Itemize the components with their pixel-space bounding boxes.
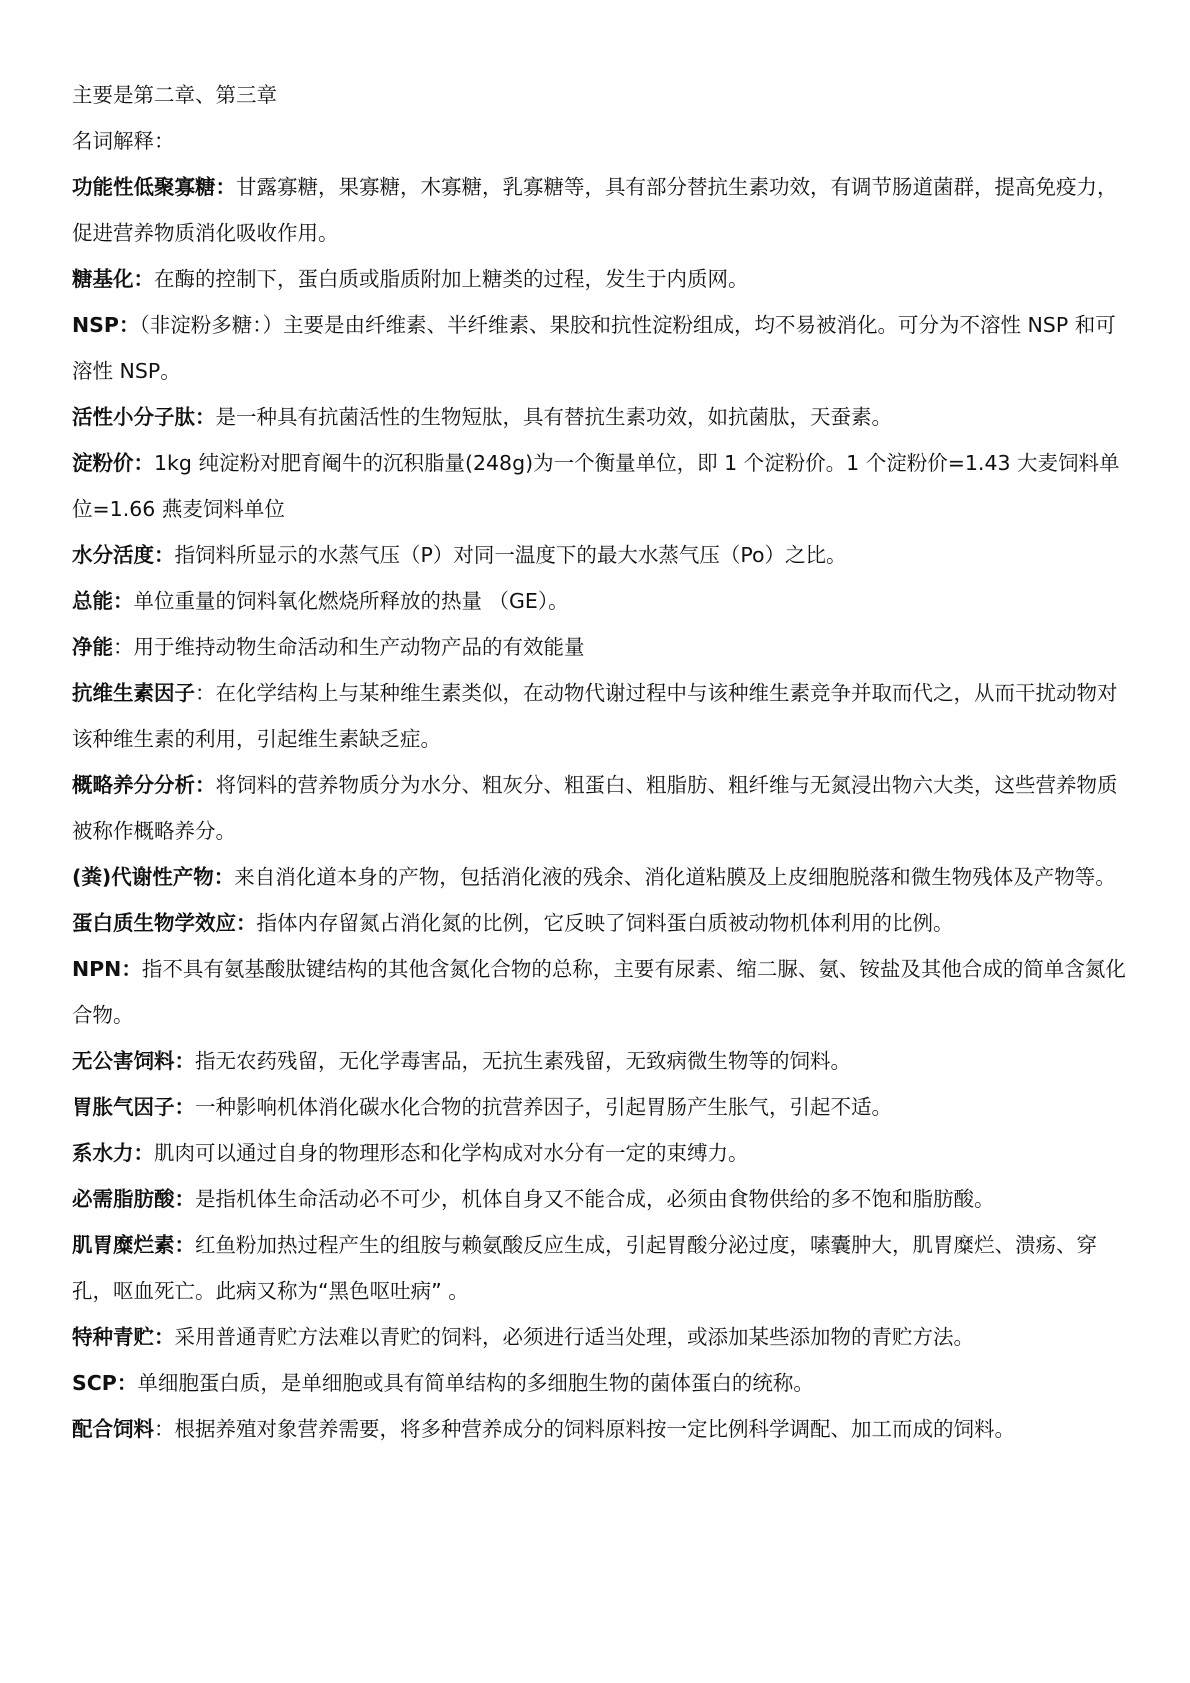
glossary-term: SCP： bbox=[72, 1371, 138, 1395]
glossary-definition: 采用普通青贮方法难以青贮的饲料，必须进行适当处理，或添加某些添加物的青贮方法。 bbox=[174, 1325, 974, 1349]
glossary-definition: ：根据养殖对象营养需要，将多种营养成分的饲料原料按一定比例科学调配、加工而成的饲料。 bbox=[154, 1417, 1015, 1441]
glossary-definition: 单细胞蛋白质，是单细胞或具有简单结构的多细胞生物的菌体蛋白的统称。 bbox=[137, 1371, 814, 1395]
glossary-definition: 甘露寡糖，果寡糖，木寡糖，乳寡糖等，具有部分替抗生素功效，有调节肠道菌群，提高免疫力，促进营养物质消化吸收作用。 bbox=[72, 175, 1118, 245]
glossary-term: 活性小分子肽： bbox=[72, 405, 216, 429]
glossary-definition: 将饲料的营养物质分为水分、粗灰分、粗蛋白、粗脂肪、粗纤维与无氮浸出物六大类，这些营养物质被称作概略养分。 bbox=[72, 773, 1118, 843]
glossary-definition: （非淀粉多糖：）主要是由纤维素、半纤维素、果胶和抗性淀粉组成，均不易被消化。可分为不溶性 NSP 和可溶性 NSP。 bbox=[72, 313, 1116, 383]
glossary-entry bbox=[72, 1176, 1132, 1222]
glossary-list bbox=[72, 164, 1132, 1452]
glossary-term: 功能性低聚寡糖： bbox=[72, 175, 236, 199]
glossary-definition: 一种影响机体消化碳水化合物的抗营养因子，引起胃肠产生胀气，引起不适。 bbox=[195, 1095, 892, 1119]
glossary-entry bbox=[72, 762, 1132, 854]
glossary-term: 总能： bbox=[72, 589, 134, 613]
glossary-definition: 红鱼粉加热过程产生的组胺与赖氨酸反应生成，引起胃酸分泌过度，嗉囊肿大，肌胃糜烂、溃疡、穿孔，呕血死亡。此病又称为“黑色呕吐病” 。 bbox=[72, 1233, 1097, 1303]
glossary-entry bbox=[72, 394, 1132, 440]
glossary-term: 无公害饲料： bbox=[72, 1049, 195, 1073]
glossary-term: 糖基化： bbox=[72, 267, 154, 291]
glossary-entry bbox=[72, 1222, 1132, 1314]
glossary-term: 净能 bbox=[72, 635, 113, 659]
glossary-entry bbox=[72, 302, 1132, 394]
glossary-entry bbox=[72, 1084, 1132, 1130]
glossary-term: 肌胃糜烂素： bbox=[72, 1233, 195, 1257]
glossary-term: 配合饲料 bbox=[72, 1417, 154, 1441]
glossary-definition: ：用于维持动物生命活动和生产动物产品的有效能量 bbox=[113, 635, 585, 659]
glossary-entry bbox=[72, 256, 1132, 302]
glossary-entry bbox=[72, 1130, 1132, 1176]
glossary-term: 特种青贮： bbox=[72, 1325, 175, 1349]
glossary-definition: 在酶的控制下，蛋白质或脂质附加上糖类的过程，发生于内质网。 bbox=[154, 267, 749, 291]
glossary-term: (粪)代谢性产物： bbox=[72, 865, 235, 889]
glossary-term: 胃胀气因子： bbox=[72, 1095, 195, 1119]
glossary-entry bbox=[72, 532, 1132, 578]
glossary-definition: 指不具有氨基酸肽键结构的其他含氮化合物的总称，主要有尿素、缩二脲、氨、铵盐及其他合成的简单含氮化合物。 bbox=[72, 957, 1126, 1027]
document-page bbox=[72, 72, 1132, 1452]
glossary-term: 系水力： bbox=[72, 1141, 154, 1165]
glossary-entry bbox=[72, 1314, 1132, 1360]
glossary-entry bbox=[72, 440, 1132, 532]
glossary-term: 蛋白质生物学效应： bbox=[72, 911, 257, 935]
glossary-entry bbox=[72, 164, 1132, 256]
glossary-term: 淀粉价： bbox=[72, 451, 154, 475]
glossary-entry bbox=[72, 854, 1132, 900]
glossary-definition: ：在化学结构上与某种维生素类似，在动物代谢过程中与该种维生素竞争并取而代之，从而干扰动物对该种维生素的利用，引起维生素缺乏症。 bbox=[72, 681, 1118, 751]
glossary-term: NPN： bbox=[72, 957, 142, 981]
glossary-term: 必需脂肪酸： bbox=[72, 1187, 195, 1211]
section-label: 名词解释： bbox=[72, 129, 175, 153]
glossary-definition: 是指机体生命活动必不可少，机体自身又不能合成，必须由食物供给的多不饱和脂肪酸。 bbox=[195, 1187, 995, 1211]
glossary-definition: 肌肉可以通过自身的物理形态和化学构成对水分有一定的束缚力。 bbox=[154, 1141, 749, 1165]
glossary-entry bbox=[72, 946, 1132, 1038]
glossary-definition: 来自消化道本身的产物，包括消化液的残余、消化道粘膜及上皮细胞脱落和微生物残体及产物等。 bbox=[234, 865, 1116, 889]
glossary-term: 抗维生素因子 bbox=[72, 681, 195, 705]
glossary-definition: 指体内存留氮占消化氮的比例，它反映了饲料蛋白质被动物机体利用的比例。 bbox=[256, 911, 954, 935]
glossary-entry bbox=[72, 1360, 1132, 1406]
glossary-definition: 指饲料所显示的水蒸气压（P）对同一温度下的最大水蒸气压（Po）之比。 bbox=[174, 543, 847, 567]
glossary-entry bbox=[72, 1038, 1132, 1084]
glossary-term: 概略养分分析： bbox=[72, 773, 216, 797]
glossary-definition: 单位重量的饲料氧化燃烧所释放的热量 （GE）。 bbox=[133, 589, 569, 613]
glossary-entry bbox=[72, 670, 1132, 762]
glossary-definition: 1kg 纯淀粉对肥育阉牛的沉积脂量(248g)为一个衡量单位，即 1 个淀粉价。1 个淀粉价=1.43 大麦饲料单位=1.66 燕麦饲料单位 bbox=[72, 451, 1120, 521]
glossary-definition: 是一种具有抗菌活性的生物短肽，具有替抗生素功效，如抗菌肽，天蚕素。 bbox=[215, 405, 892, 429]
glossary-definition: 指无农药残留，无化学毒害品，无抗生素残留，无致病微生物等的饲料。 bbox=[195, 1049, 851, 1073]
glossary-entry bbox=[72, 1406, 1132, 1452]
glossary-entry bbox=[72, 624, 1132, 670]
glossary-term: 水分活度： bbox=[72, 543, 175, 567]
glossary-entry bbox=[72, 578, 1132, 624]
scope-note: 主要是第二章、第三章 bbox=[72, 83, 277, 107]
glossary-term: NSP： bbox=[72, 313, 140, 337]
glossary-entry bbox=[72, 900, 1132, 946]
